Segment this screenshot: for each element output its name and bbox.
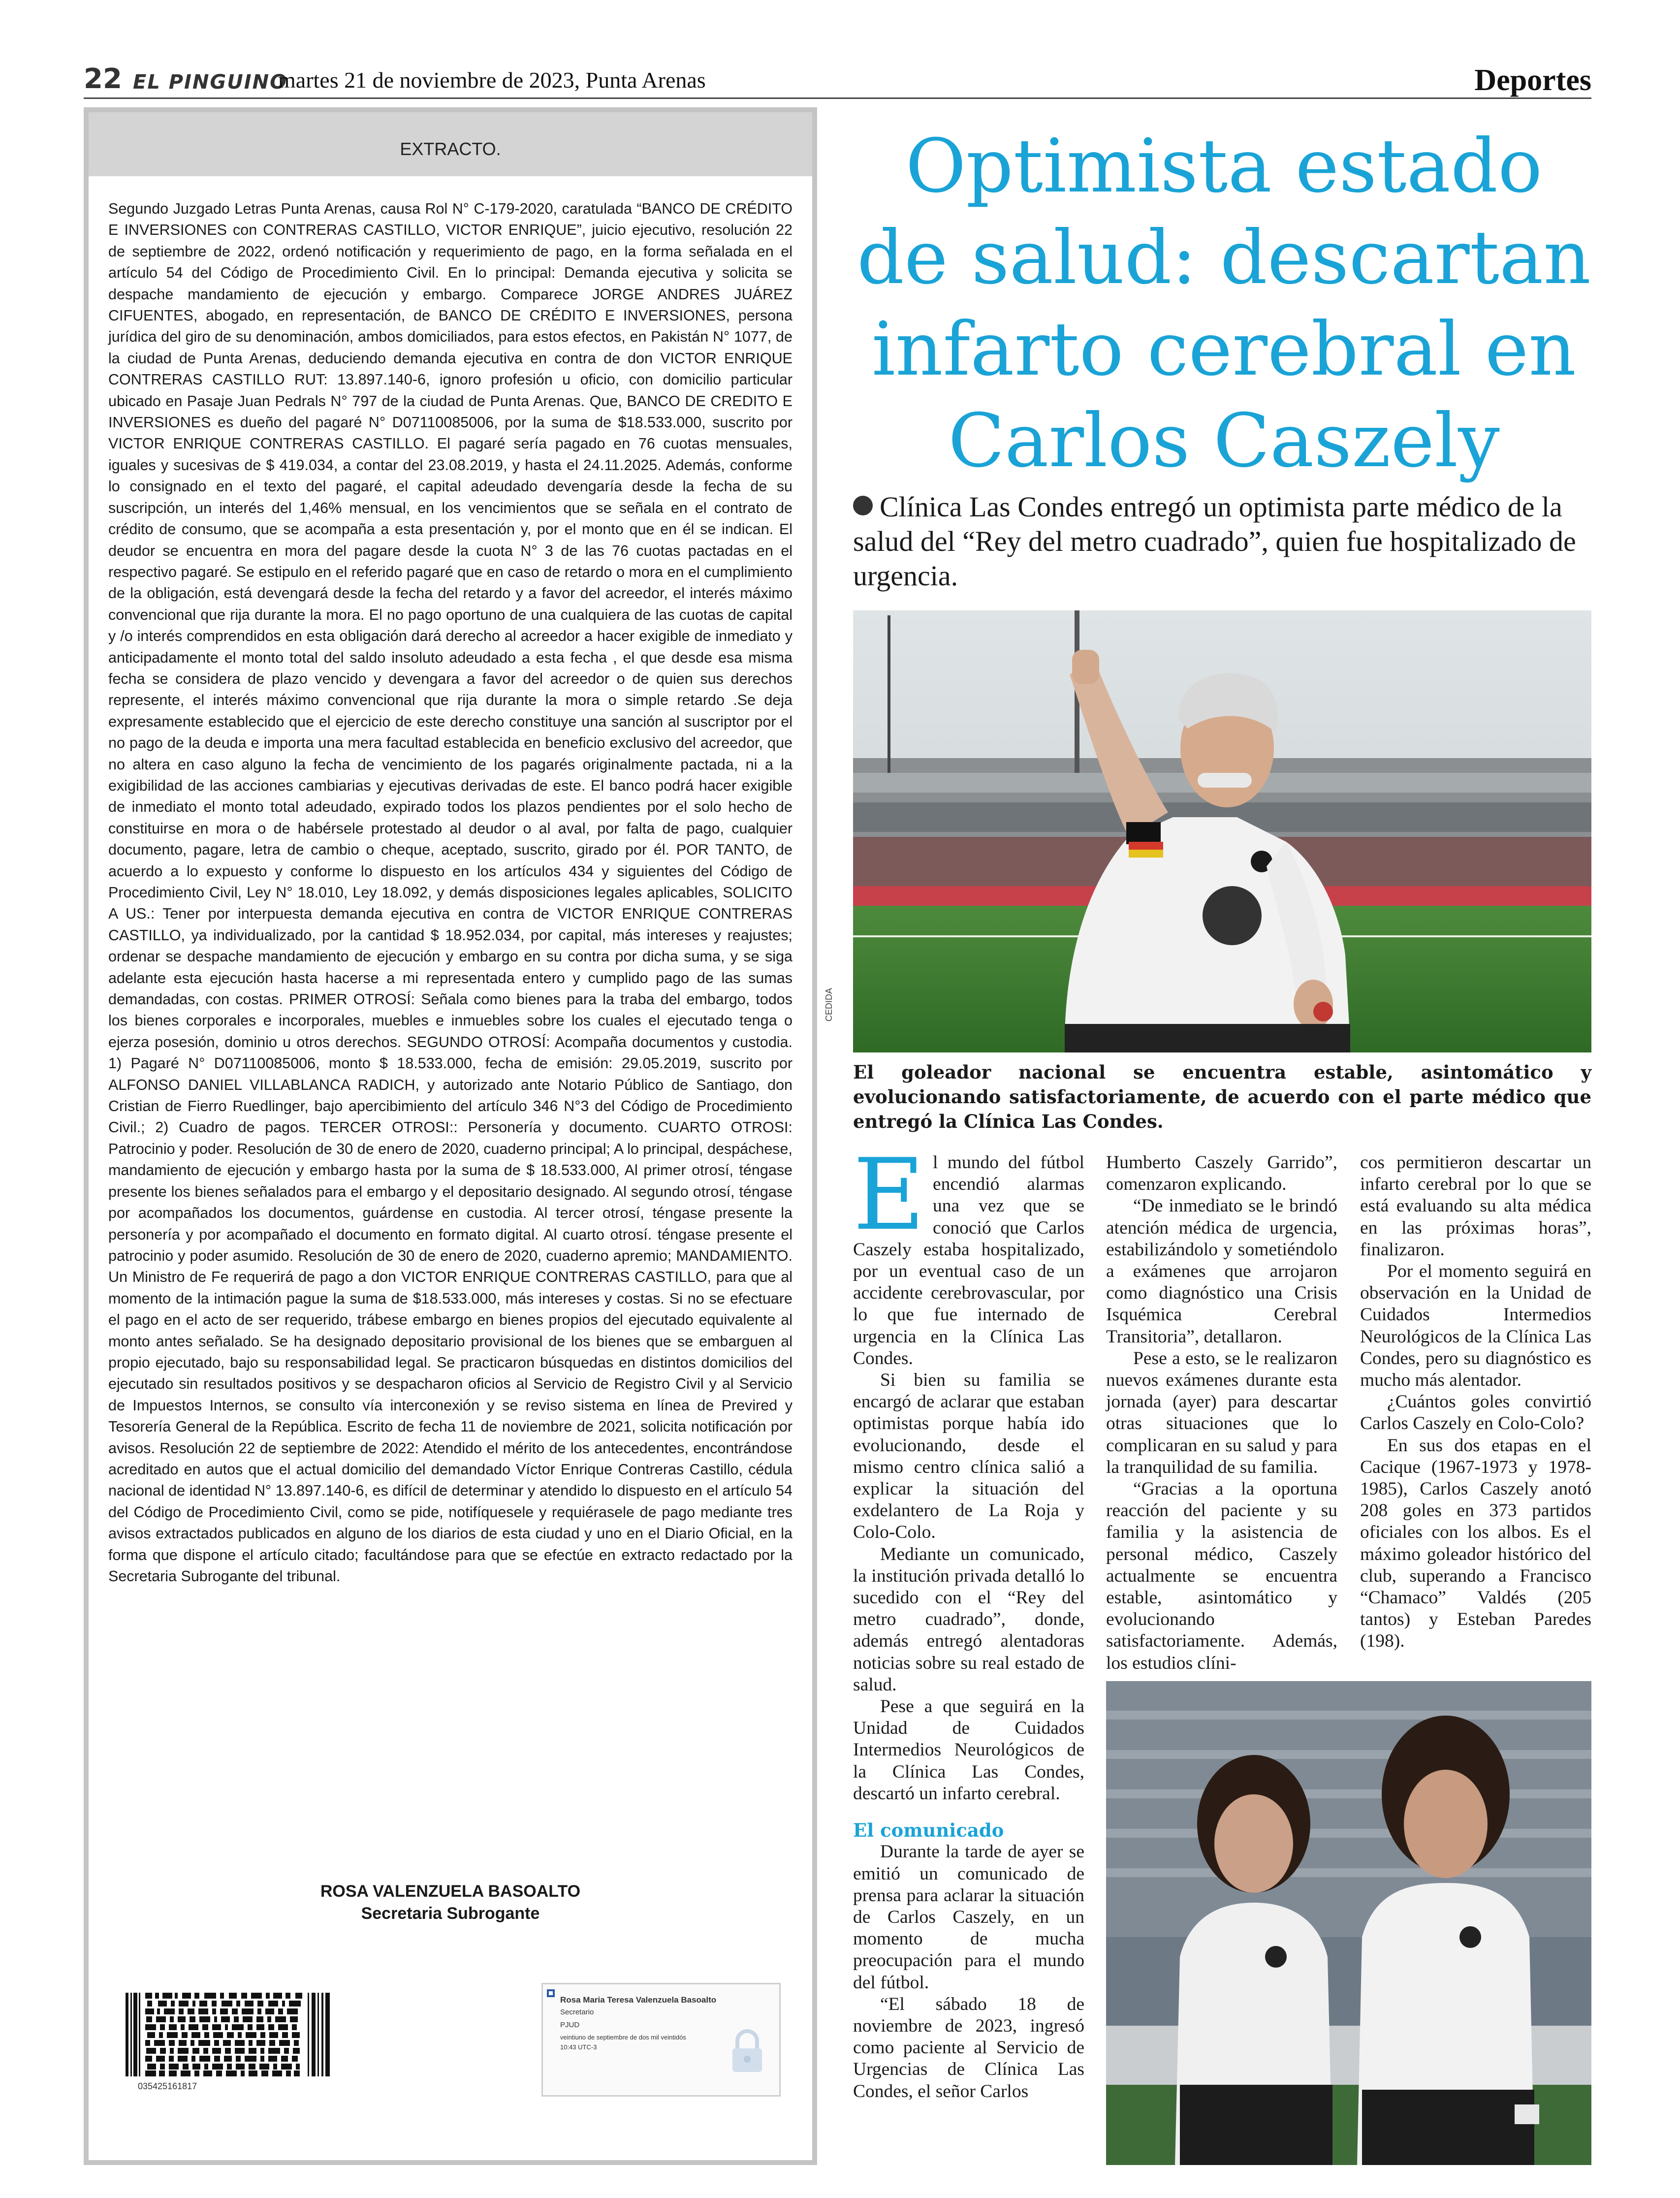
paragraph: Pese a que seguirá en la Unidad de Cuidados Intermedios Neurológicos de la Clínica Las Condes, descartó un infarto cerebral. [853,1696,1084,1804]
cert-role: Secretario [560,2008,594,2016]
digital-signature-stamp [541,1983,781,2097]
lead-text: Clínica Las Condes entregó un optimista parte médico de la salud del “Rey del metro cuadrado”, quien fue hospitalizado de urgencia. [853,491,1576,592]
article-column-3 [1360,1152,1591,1653]
cert-org: PJUD [560,2021,580,2029]
paragraph: ¿Cuántos goles convirtió Carlos Caszely en Colo-Colo? [1360,1392,1591,1434]
paragraph: Mediante un comunicado, la institución privada detalló lo sucedido con el “Rey del metro cuadrado”, donde, además entregó alentadoras noticias sobre su real estado de salud. [853,1544,1084,1695]
subheading: El comunicado [853,1819,1004,1842]
cert-date: veintiuno de septiembre de dos mil veintidós [560,2034,686,2041]
legal-notice-body: Segundo Juzgado Letras Punta Arenas, causa Rol N° C-179-2020, caratulada “BANCO DE CRÉDITO E INVERSIONES con CONTRERAS CASTILLO, VICTOR ENRIQUE”, juicio ejecutivo, resolución 22 de septiembre de 2022, ordenó notificación y requerimiento de pago, en la forma señalada en el artículo 54 del Código de Procedimiento Civil. En lo principal: Demanda ejecutiva y solicita se despache mandamiento de ejecución y embargo. Comparece JORGE ANDRES JUÁREZ CIFUENTES, abogado, en representación, de BANCO DE CRÉDITO E INVERSIONES, persona jurídica del giro de su denominación, ambos domiciliados, para estos efectos, en Pakistán N° 1077, de la ciudad de Punta Arenas, deduciendo demanda ejecutiva en contra de don VICTOR ENRIQUE CONTRERAS CASTILLO RUT: 13.897.140-6, ignoro profesión u oficio, con domicilio particular ubicado en Pasaje Juan Pedrals N° 797 de la ciudad de Punta Arenas. Que, BANCO DE CREDITO E INVERSIONES es dueño del pagaré N° D07110085006, por la suma de $18.533.000, suscrito por VICTOR ENRIQUE CONTRERAS CASTILLO. El pagaré sería pagado en 76 cuotas mensuales, iguales y sucesivas de $ 419.034, a contar del 23.08.2019, y hasta el 24.11.2025. Además, conforme lo consignado en el texto del pagaré, el capital adeudado devengaría desde la fecha de su suscripción, un interés del 1,46% mensual, en los vencimientos que se señala en el contrato de crédito de consumo, que se acompaña a esta presentación y, por el monto que en él se indican. El deudor se encuentra en mora del pagare desde la cuota N° 3 de las 76 cuotas pactadas en el respectivo pagaré. Se estipulo en el referido pagaré que en caso de retardo o mora en el cumplimiento de la obligación, está devengará desde la fecha del retardo y a favor del acreedor, el interés máximo convencional que rija durante la mora. El no pago oportuno de una cualquiera de las cuotas de capital y /o interés comprendidos en esta obligación dará derecho al acreedor a hacer exigible de inmediato y anticipadamente el monto total del saldo insoluto adeudado a esta fecha , el que desde esa misma fecha se considera de plazo vencido y devengara a favor del acreedor o de quien sus derechos represente, el interés máximo convencional que rija durante la mora o simple retardo .Se deja expresamente establecido que el ejercicio de este derecho constituye una sanción al suscriptor por el no pago de la deuda e importa una mera facultad establecida en beneficio exclusivo del acreedor, que no altera en caso alguno la fecha de vencimiento de los pagarés originalmente pactada, ni a la exigibilidad de las acciones cambiarias y ejecutivas derivadas de este. El banco podrá hacer exigible de inmediato el monto total adeudado, expirado todos los plazos pendientes por el solo hecho de constituirse en mora o de habérsele protestado al deudor o al aval, por falta de pago, cualquier documento, pagare, letra de cambio o cheque, aceptado, suscrito, girado por él. POR TANTO, de acuerdo a lo expuesto y conforme lo dispuesto en los artículos 434 y siguientes del Código de Procedimiento Civil, Ley N° 18.010, Ley 18.092, y demás disposiciones legales aplicables, SOLICITO A US.: Tener por interpuesta demanda ejecutiva en contra de VICTOR ENRIQUE CONTRERAS CASTILLO, ya individualizado, por la cantidad $ 18.952.034, por capital, más intereses y reajustes; ordenar se despache mandamiento de ejecución y embargo en su contra por dicha suma, y se siga adelante esta ejecución hasta hacerse a mi representada entero y cumplido pago de las sumas demandadas, con costas. PRIMER OTROSÍ: Señala como bienes para la traba del embargo, todos los bienes corporales e incorporales, muebles e inmuebles sobre los cuales el ejecutado tenga o ejerza posesión, dominio u otros derechos. SEGUNDO OTROSÍ: Acompaña documentos y custodia. 1) Pagaré N° D07110085006, monto $ 18.533.000, fecha de emisión: 29.05.2019, suscrito por ALFONSO DANIEL VILLABLANCA RADICH, y autorizado ante Notario Público de Santiago, don Cristian de Fierro Ruedlinger, bajo apercibimiento del artículo 346 N°3 del Código de Procedimiento Civil.; 2) Cuadro de pagos. TERCER OTROSI:: Personería y documento. CUARTO OTROSI: Patrocinio y poder. Resolución de 30 de enero de 2020, cuaderno principal; A lo principal, despáchese, mandamiento de ejecución y embargo hasta por la suma de $ 18.533.000, Al primer otrosí, téngase presente los bienes señalados para el embargo y el depositario designado. Al segundo otrosí, téngase por acompañados los documentos, guárdense en custodia. Al tercer otrosí, téngase presente la personería y por acompañado el documento en formato digital. Al cuarto otrosí. téngase presente el patrocinio y poder asumido. Resolución de 30 de enero de 2020, cuaderno apremio; MANDAMIENTO. Un Ministro de Fe requerirá de pago a don VICTOR ENRIQUE CONTRERAS CASTILLO, para que al momento de la intimación pague la suma de $18.533.000, más intereses y costas. Si no se efectuare el pago en el acto de ser requerido, trábese embargo en bienes propios del ejecutado equivalente al monto antes señalado. Se ha designado depositario provisional de los bienes que se embarguen al propio ejecutado, bajo su responsabilidad legal. Se practicaron búsquedas en distintos domicilios del ejecutado sin resultados positivos y se despacharon oficios al Servicio de Registro Civil y al Servicio de Impuestos Internos, se consulto vía interconexión y se reviso sistema en línea de Previred y Tesorería General de la República. Escrito de fecha 11 de noviembre de 2021, solicita notificación por avisos. Resolución 22 de septiembre de 2022: Atendido el mérito de los antecedentes, encontrándose acreditado en autos que el actual domicilio del demandado Víctor Enrique Contreras Castillo, cédula nacional de identidad N° 13.897.140-6, es difícil de determinar y atendido lo dispuesto en el artículo 54 del Código de Procedimiento Civil, como se pide, notifíquesele y requiérasele de pago mediante tres avisos extractados publicados en alguno de los diarios de esta ciudad y uno en el Diario Oficial, en la forma que dispone el artículo citado; facultándose para que se efectúe en extracto redactado por la Secretaria Subrogante del tribunal. [108,200,792,1585]
cert-name: Rosa Maria Teresa Valenzuela Basoalto [560,1995,717,2005]
paragraph: “De inmediato se le brindó atención médica de urgencia, estabilizándolo y sometiéndolo a exámenes que arrojaron como diagnóstico una Crisis Isquémica Cerebral Transitoria”, detallaron. [1106,1196,1337,1347]
pjud-logo-icon [547,1989,555,1997]
lock-icon [730,2029,764,2073]
paragraph: Pese a esto, se le realizaron nuevos exámenes durante esta jornada (ayer) para descartar otras situaciones que lo complicaran en su salud y para la tranquilidad de su familia. [1106,1348,1337,1477]
paragraph: “Gracias a la oportuna reacción del paciente y su familia y la asistencia de personal médico, Caszely actualmente se encuentra estable, asintomático y evolucionando satisfactoriamente. Además, los estudios clíni- [1106,1479,1337,1673]
article-headline: Optimista estado de salud: descartan infarto cerebral en Carlos Caszely [857,124,1591,484]
bullet-icon [853,496,873,515]
article-lead [853,490,1591,593]
header-divider [84,97,1591,99]
vintage-players-photo [1106,1681,1591,2165]
dateline: martes 21 de noviembre de 2023, Punta Arenas [278,67,706,93]
photo-caption: El goleador nacional se encuentra estable, asintomático y evolucionando satisfactoriamente, de acuerdo con el parte médico que entregó la Clínica Las Condes. [853,1061,1591,1132]
pdf417-barcode-icon [126,1993,330,2076]
newspaper-brand: EL PINGUINO [133,71,288,94]
caszely-stadium-photo [853,610,1591,1052]
page-header [84,63,1591,107]
article-column-2 [1106,1152,1337,1674]
photo-credit: CEDIDA [824,988,834,1021]
paragraph: cos permitieron descartar un infarto cerebral por lo que se está evaluando su alta médica en las próximas horas”, finalizaron. [1360,1152,1591,1260]
signer-title: Secretaria Subrogante [361,1904,540,1923]
paragraph: Humberto Caszely Garrido”, comenzaron explicando. [1106,1152,1337,1195]
cert-time: 10:43 UTC-3 [560,2043,597,2051]
paragraph: Por el momento seguirá en observación en la Unidad de Cuidados Intermedios Neurológicos de la Clínica Las Condes, pero su diagnóstico es mucho más alentador. [1360,1261,1591,1391]
paragraph: “El sábado 18 de noviembre de 2023, ingresó como paciente al Servicio de Urgencias de Clínica Las Condes, el señor Carlos [853,1994,1084,2102]
page-number: 22 [84,63,122,95]
paragraph: Durante la tarde de ayer se emitió un comunicado de prensa para aclarar la situación de Carlos Caszely, en un momento de mucha preocupación para el mundo del fútbol. [853,1842,1084,1993]
section-title: Deportes [1474,64,1591,97]
legal-notice-title: EXTRACTO. [89,112,812,176]
paragraph: Si bien su familia se encargó de aclarar que estaban optimistas porque había ido evolucionando, desde el mismo centro clínica salió a explicar la situación del exdelantero de La Roja y Colo-Colo. [853,1370,1084,1543]
paragraph: En sus dos etapas en el Cacique (1967-1973 y 1978-1985), Carlos Caszely anotó 208 goles en 373 partidos oficiales con los albos. Es el máximo goleador histórico del club, superando a Francisco “Chamaco” Valdés (205 tantos) y Esteban Paredes (198). [1360,1435,1591,1652]
barcode-number: 035425161817 [138,2081,197,2091]
legal-notice-box [84,107,817,2165]
article-column-1 [853,1138,1084,2102]
drop-cap: E [853,1138,925,1252]
signer-name: ROSA VALENZUELA BASOALTO [320,1882,581,1901]
paragraph: l mundo del fútbol encendió alarmas una vez que se conoció que Carlos Caszely estaba hospitalizado, por un eventual caso de un accidente cerebrovascular, por lo que fue internado de urgencia en la Clínica Las Condes. [853,1152,1084,1369]
